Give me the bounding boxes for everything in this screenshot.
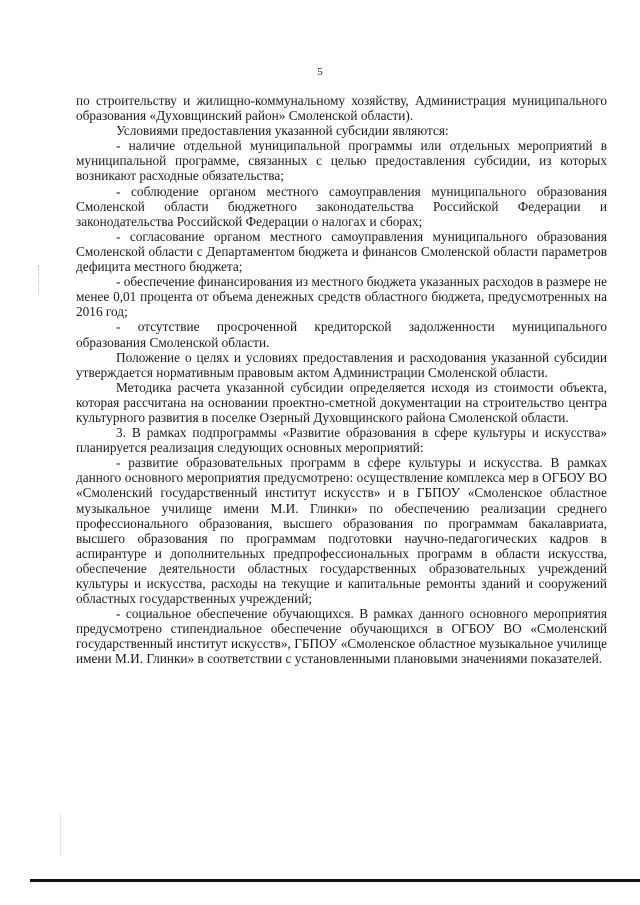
paragraph-social-support: - социальное обеспечение обучающихся. В рамках данного основного мероприятия предусмотрено стипендиальное обеспечение обучающихся в ОГБОУ ВО «Смоленский государственный институт искусств», ГБПОУ «Смоленское областное музыкальное училище имени М.И. Глинки» в соответствии с установленными плановыми значениями показателей. bbox=[76, 606, 607, 667]
paragraph-education-programs: - развитие образовательных программ в сфере культуры и искусства. В рамках данного основного мероприятия предусмотрено: осуществление комплекса мер в ОГБОУ ВО «Смоленский государственный институт искусств» и в ГБПОУ «Смоленское областное музыкальное училище имени М.И. Глинки» по обеспечению реализации среднего профессионального образования, высшего образования по программам бакалавриата, высшего образования по программам подготовки научно-педагогических кадров в аспирантуре и дополнительных предпрофессиональных программ в области искусства, обеспечение деятельности областных государственных образовательных учреждений культуры и искусства, расходы на текущие и капитальные ремонты зданий и сооружений областных государственных учреждений; bbox=[76, 455, 607, 607]
paragraph-conditions-intro: Условиями предоставления указанной субсидии являются: bbox=[116, 123, 449, 139]
paragraph-methodology: Методика расчета указанной субсидии определяется исходя из стоимости объекта, которая рассчитана на основании проектно-сметной документации на строительство центра культурного развития в поселке Озерный Духовщинского района Смоленской области. bbox=[76, 379, 607, 425]
paragraph-condition-financing: - обеспечение финансирования из местного бюджета указанных расходов в размере не менее 0,01 процента от объема денежных средств областного бюджета, предусмотренных на 2016 год; bbox=[76, 274, 607, 320]
paragraph-condition-program: - наличие отдельной муниципальной программы или отдельных мероприятий в муниципальной программе, связанных с целью предоставления субсидии, из которых возникают расходные обязательства; bbox=[76, 138, 607, 184]
scan-margin-mark bbox=[60, 815, 62, 855]
paragraph-condition-deficit: - согласование органом местного самоуправления муниципального образования Смоленской области с Департаментом бюджета и финансов Смоленской области параметров дефицита местного бюджета; bbox=[76, 228, 607, 275]
paragraph-continuation: по строительству и жилищно-коммунальному хозяйству, Администрация муниципального образования «Духовщинский район» Смоленской области). bbox=[76, 93, 607, 124]
document-body bbox=[76, 93, 607, 667]
paragraph-condition-no-debt: - отсутствие просроченной кредиторской задолженности муниципального образования Смоленской области. bbox=[76, 319, 607, 350]
paragraph-regulation: Положение о целях и условиях предоставления и расходования указанной субсидии утверждается нормативным правовым актом Администрации Смоленской области. bbox=[76, 349, 607, 380]
paragraph-condition-legislation: - соблюдение органом местного самоуправления муниципального образования Смоленской области бюджетного законодательства Российской Федерации и законодательства Российской Федерации о налогах и сборах; bbox=[76, 183, 607, 229]
page-bottom-rule bbox=[30, 879, 640, 882]
scan-margin-mark bbox=[38, 265, 40, 295]
paragraph-subprogram-3: 3. В рамках подпрограммы «Развитие образования в сфере культуры и искусства» планируется реализация следующих основных мероприятий: bbox=[76, 425, 607, 456]
page-number: 5 bbox=[317, 66, 323, 78]
